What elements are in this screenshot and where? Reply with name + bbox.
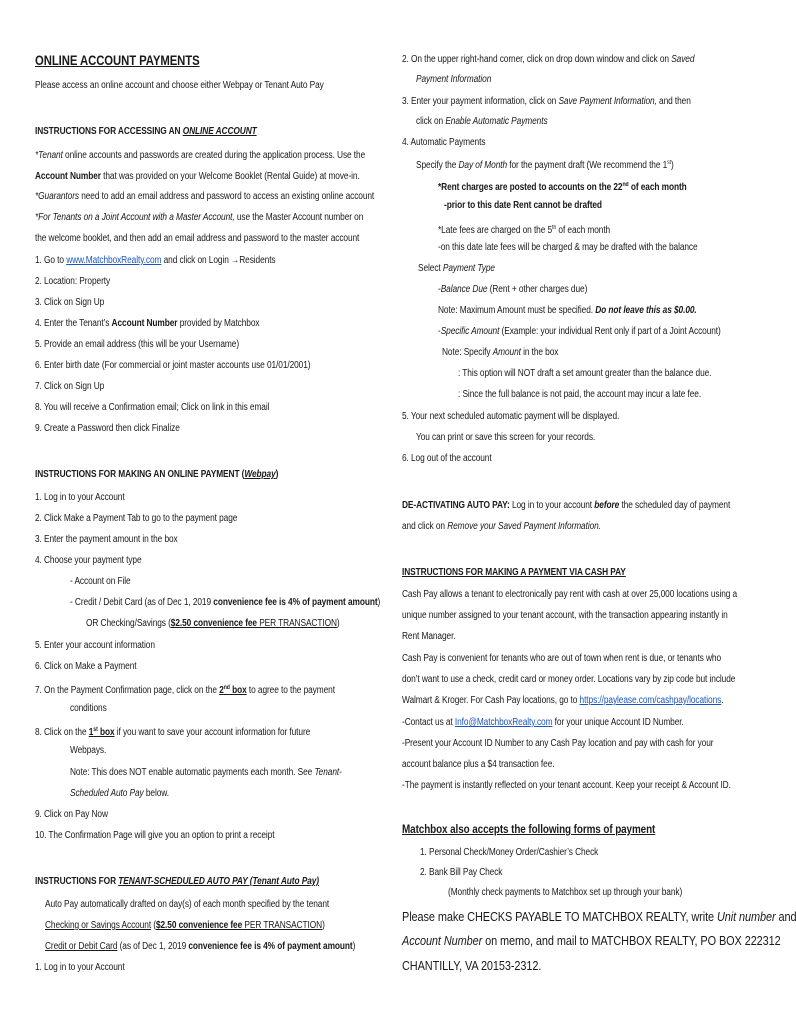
forms-note: (Monthly check payments to Matchbox set up through your bank)	[448, 887, 683, 898]
access-step: 1. Go to www.MatchboxRealty.com and click on Login →Residents	[35, 255, 276, 266]
autopay-step: 2. On the upper right-hand corner, click on drop down window and click on Saved	[402, 54, 695, 65]
webpay-step: 1. Log in to your Account	[35, 492, 125, 503]
mailing-address: CHANTILLY, VA 20153-2312.	[402, 958, 542, 973]
autopay-heading: INSTRUCTIONS FOR TENANT-SCHEDULED AUTO PAY (Tenant Auto Pay)	[35, 876, 319, 887]
access-step: 7. Click on Sign Up	[35, 381, 105, 392]
autopay-detail: *Late fees are charged on the 5th of each month	[438, 225, 611, 237]
cashpay-text: don’t want to use a check, credit card or money order. Locations vary by zip code but include	[402, 674, 736, 685]
webpay-step: 3. Enter the payment amount in the box	[35, 534, 178, 545]
cashpay-text: -The payment is instantly reflected on your tenant account. Keep your receipt & Account ID.	[402, 780, 731, 791]
forms-item: 1. Personal Check/Money Order/Cashier’s Check	[420, 847, 599, 858]
cashpay-text: Cash Pay allows a tenant to electronically pay rent with cash at over 25,000 locations using a	[402, 589, 738, 600]
autopay-detail: -on this date late fees will be charged & may be drafted with the balance	[438, 242, 698, 253]
cashpay-text: -Present your Account ID Number to any Cash Pay location and pay with cash for your	[402, 738, 714, 749]
deactivate-text: DE-ACTIVATING AUTO PAY: Log in to your account before the scheduled day of payment	[402, 500, 731, 511]
access-text: *Guarantors need to add an email address and password to access an existing online account	[35, 191, 375, 202]
cashpay-text: Rent Manager.	[402, 631, 456, 642]
access-text: *For Tenants on a Joint Account with a Master Account, use the Master Account number on	[35, 212, 364, 223]
webpay-step: 5. Enter your account information	[35, 640, 155, 651]
autopay-text: Auto Pay automatically drafted on day(s) of each month specified by the tenant	[45, 899, 330, 910]
cashpay-text: Cash Pay is convenient for tenants who are out of town when rent is due, or tenants who	[402, 653, 722, 664]
cashpay-heading: INSTRUCTIONS FOR MAKING A PAYMENT VIA CASH PAY	[402, 567, 626, 578]
webpay-step: 8. Click on the 1st box if you want to save your account information for future	[35, 727, 311, 739]
mailing-text: Account Number on memo, and mail to MATCHBOX REALTY, PO BOX 222312	[402, 933, 781, 948]
autopay-detail: -Specific Amount (Example: your individual Rent only if part of a Joint Account)	[438, 326, 721, 337]
webpay-step: 10. The Confirmation Page will give you an option to print a receipt	[35, 830, 275, 841]
webpay-step: 6. Click on Make a Payment	[35, 661, 137, 672]
webpay-step: 9. Click on Pay Now	[35, 809, 108, 820]
cashpay-text: account balance plus a $4 transaction fee.	[402, 759, 555, 770]
access-step: 3. Click on Sign Up	[35, 297, 105, 308]
cashpay-text: Walmart & Kroger. For Cash Pay locations, go to https://paylease.com/cashpay/locations.	[402, 695, 724, 706]
forms-heading: Matchbox also accepts the following forms of payment	[402, 824, 656, 836]
autopay-step: 3. Enter your payment information, click on Save Payment Information, and then	[402, 96, 691, 107]
autopay-detail: *Rent charges are posted to accounts on the 22nd of each month	[438, 182, 687, 194]
cashpay-text: -Contact us at Info@MatchboxRealty.com for your unique Account ID Number.	[402, 717, 684, 728]
autopay-detail: Select Payment Type	[418, 263, 495, 274]
webpay-step-cont: conditions	[70, 703, 107, 714]
webpay-option: - Credit / Debit Card (as of Dec 1, 2019 convenience fee is 4% of payment amount)	[70, 597, 381, 608]
autopay-detail: Specify the Day of Month for the payment draft (We recommend the 1st)	[416, 160, 674, 172]
info-email-link[interactable]: Info@MatchboxRealty.com	[454, 717, 553, 728]
matchbox-link[interactable]: www.MatchboxRealty.com	[66, 255, 162, 266]
webpay-note: Note: This does NOT enable automatic payments each month. See Tenant-	[70, 767, 342, 778]
access-step: 4. Enter the Tenant’s Account Number provided by Matchbox	[35, 318, 260, 329]
cashpay-locations-link[interactable]: https://paylease.com/cashpay/locations	[579, 695, 722, 706]
access-step: 5. Provide an email address (this will be your Username)	[35, 339, 240, 350]
access-step: 8. You will receive a Confirmation email; Click on link in this email	[35, 402, 270, 413]
webpay-step: 4. Choose your payment type	[35, 555, 142, 566]
autopay-detail: Note: Specify Amount in the box	[442, 347, 559, 358]
webpay-step-cont: Webpays.	[70, 745, 107, 756]
autopay-text: Credit or Debit Card (as of Dec 1, 2019 convenience fee is 4% of payment amount)	[45, 941, 356, 952]
webpay-note: Scheduled Auto Pay below.	[70, 788, 169, 799]
page-title: ONLINE ACCOUNT PAYMENTS	[35, 53, 200, 68]
access-text: Account Number that was provided on your Welcome Booklet (Rental Guide) at move-in.	[35, 171, 360, 182]
webpay-step: 7. On the Payment Confirmation page, click on the 2nd box to agree to the payment	[35, 685, 335, 697]
autopay-text: Checking or Savings Account ($2.50 convenience fee PER TRANSACTION)	[45, 920, 325, 931]
autopay-step: 4. Automatic Payments	[402, 137, 486, 148]
autopay-step-cont: click on Enable Automatic Payments	[416, 116, 548, 127]
access-step: 9. Create a Password then click Finalize	[35, 423, 180, 434]
autopay-detail: : This option will NOT draft a set amount greater than the balance due.	[458, 368, 712, 379]
webpay-option: - Account on File	[70, 576, 131, 587]
webpay-heading: INSTRUCTIONS FOR MAKING AN ONLINE PAYMENT (Webpay)	[35, 469, 279, 480]
autopay-step-cont: You can print or save this screen for your records.	[416, 432, 596, 443]
mailing-text: Please make CHECKS PAYABLE TO MATCHBOX REALTY, write Unit number and	[402, 909, 796, 924]
autopay-step: 5. Your next scheduled automatic payment will be displayed.	[402, 411, 620, 422]
intro-text: Please access an online account and choose either Webpay or Tenant Auto Pay	[35, 80, 324, 91]
deactivate-text: and click on Remove your Saved Payment Information.	[402, 521, 601, 532]
autopay-step: 1. Log in to your Account	[35, 962, 125, 973]
access-heading: INSTRUCTIONS FOR ACCESSING AN ONLINE ACCOUNT	[35, 126, 257, 137]
cashpay-text: unique number assigned to your tenant account, with the transaction appearing instantly in	[402, 610, 728, 621]
access-step: 2. Location: Property	[35, 276, 111, 287]
forms-item: 2. Bank Bill Pay Check	[420, 867, 503, 878]
access-text: *Tenant online accounts and passwords are created during the application process. Use the	[35, 150, 366, 161]
autopay-detail: : Since the full balance is not paid, the account may incur a late fee.	[458, 389, 702, 400]
webpay-option: OR Checking/Savings ($2.50 convenience fee PER TRANSACTION)	[86, 618, 340, 629]
autopay-detail: Note: Maximum Amount must be specified. Do not leave this as $0.00.	[438, 305, 697, 316]
access-text: the welcome booklet, and then add an email address and password to the master account	[35, 233, 360, 244]
autopay-detail: -prior to this date Rent cannot be drafted	[444, 200, 602, 211]
access-step: 6. Enter birth date (For commercial or joint master accounts use 01/01/2001)	[35, 360, 311, 371]
autopay-step: 6. Log out of the account	[402, 453, 492, 464]
webpay-step: 2. Click Make a Payment Tab to go to the payment page	[35, 513, 238, 524]
autopay-detail: -Balance Due (Rent + other charges due)	[438, 284, 588, 295]
autopay-step-cont: Payment Information	[416, 74, 492, 85]
